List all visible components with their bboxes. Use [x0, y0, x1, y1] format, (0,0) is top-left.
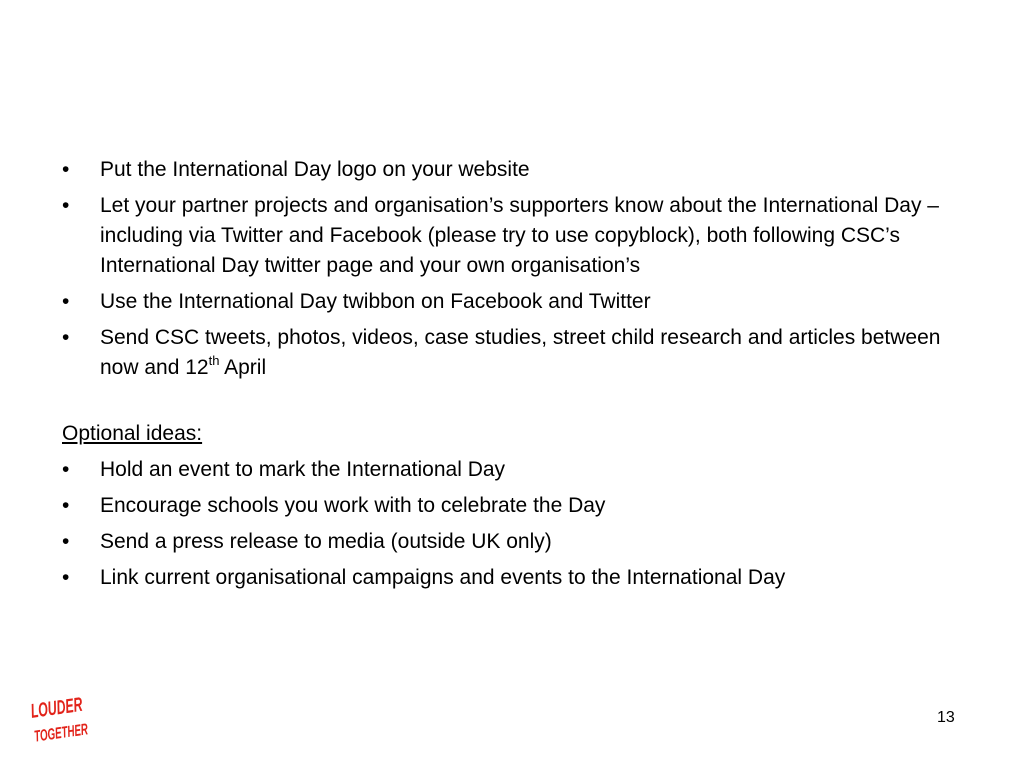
louder-together-logo — [29, 688, 124, 748]
optional-bullet-item — [62, 491, 962, 521]
bullet-text: Link current organisational campaigns and events to the International Day — [100, 566, 786, 589]
section-gap — [62, 389, 962, 419]
bullet-glyph: • — [62, 458, 70, 481]
bullet-glyph: • — [62, 494, 70, 517]
bullet-item — [62, 287, 962, 317]
superscript-th: th — [208, 353, 220, 368]
page-number: 13 — [937, 709, 955, 726]
main-bullet-list — [62, 155, 962, 383]
bullet-glyph: • — [62, 158, 70, 181]
bullet-text: Encourage schools you work with to celebrate the Day — [100, 494, 606, 517]
optional-bullet-item — [62, 527, 962, 557]
bullet-item — [62, 155, 962, 185]
bullet-text-after: April — [219, 356, 267, 379]
bullet-text-before: Send CSC tweets, photos, videos, case studies, street child research and articles between now and 12 — [100, 326, 941, 379]
bullet-text: Hold an event to mark the International Day — [100, 458, 506, 481]
bullet-glyph: • — [62, 566, 70, 589]
bullet-text: Put the International Day logo on your website — [100, 158, 530, 181]
logo-line-together: TOGETHER — [33, 716, 124, 746]
bullet-glyph: • — [62, 290, 70, 313]
optional-bullet-item — [62, 563, 962, 593]
bullet-text: Use the International Day twibbon on Facebook and Twitter — [100, 290, 651, 313]
bullet-text: Send a press release to media (outside UK only) — [100, 530, 552, 553]
bullet-glyph: • — [62, 326, 70, 349]
bullet-item — [62, 323, 962, 383]
logo-line-louder: LOUDER — [29, 689, 117, 723]
bullet-item — [62, 191, 962, 281]
bullet-text: Let your partner projects and organisation’s supporters know about the International Day – including via Twitter and Facebook (please try to use copyblock), both following CSC’s International Day twitter page and your own organisation’s — [100, 194, 939, 277]
slide-body — [62, 155, 962, 599]
optional-bullet-item — [62, 455, 962, 485]
optional-ideas-heading: Optional ideas: — [62, 422, 203, 445]
bullet-glyph: • — [62, 530, 70, 553]
bullet-glyph: • — [62, 194, 70, 217]
bullet-text — [100, 326, 940, 379]
optional-bullet-list — [62, 455, 962, 593]
